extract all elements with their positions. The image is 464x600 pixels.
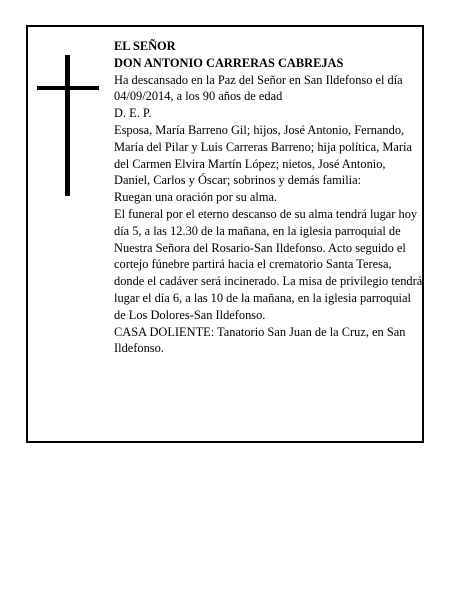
notice-heading: EL SEÑOR bbox=[114, 39, 176, 53]
funeral-details: El funeral por el eterno descanso de su alma tendrá lugar hoy día 5, a las 12.30 de la mañana, en la iglesia parroquial de Nuestra Señora del Rosario-San Ildefonso. Acto seguido el cortejo fúnebre partirá hacia el crematorio Santa Teresa, donde el cadáver será incinerado. La misa de privilegio tendrá lugar el día 6, a las 10 de la mañana, en la iglesia parroquial de Los Dolores-San Ildefonso. bbox=[114, 206, 423, 322]
mourning-house: CASA DOLIENTE: Tanatorio San Juan de la Cruz, en San Ildefonso. bbox=[114, 324, 406, 356]
obituary-text bbox=[114, 38, 424, 357]
cross-horizontal-bar bbox=[37, 86, 99, 90]
cross-vertical-bar bbox=[65, 55, 70, 196]
family-list: Esposa, María Barreno Gil; hijos, José Antonio, Fernando, María del Pilar y Luis Carreras Barreno; hija política, María del Carmen Elvira Martín López; nietos, José Antonio, Daniel, Carlos y Óscar; sobrinos y demás familia: bbox=[114, 122, 412, 188]
latin-cross-icon bbox=[37, 55, 99, 196]
death-statement: Ha descansado en la Paz del Señor en San Ildefonso el día 04/09/2014, a los 90 años de edad bbox=[114, 72, 403, 104]
prayer-request: Ruegan una oración por su alma. bbox=[114, 190, 278, 205]
deceased-name: DON ANTONIO CARRERAS CABREJAS bbox=[114, 55, 344, 70]
rip-line: D. E. P. bbox=[114, 106, 152, 121]
